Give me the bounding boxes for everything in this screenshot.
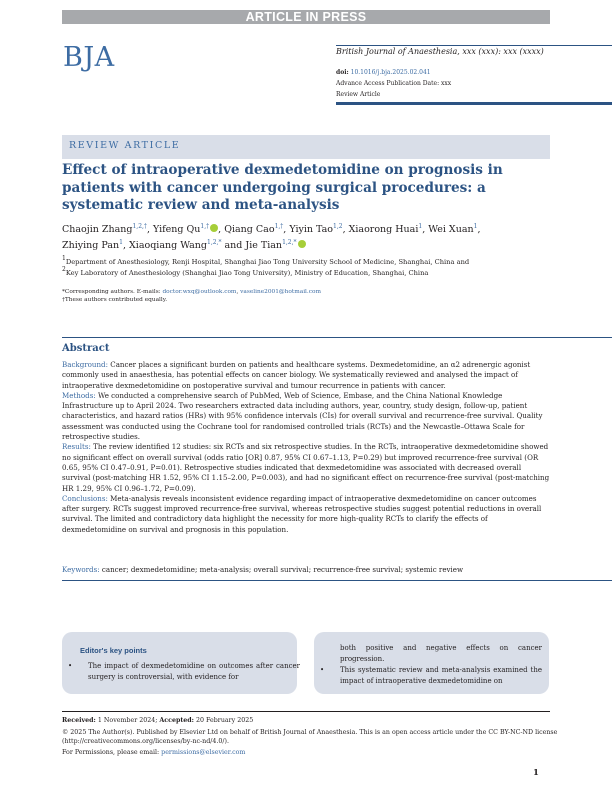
methods-label: Methods: [62, 390, 96, 400]
affiliation-2 [62, 266, 562, 277]
key-point-1 [68, 661, 300, 683]
received-date: 1 November 2024; [97, 717, 158, 724]
accepted-date: 20 February 2025 [196, 717, 254, 724]
abstract-rule-top [62, 337, 612, 338]
affiliation-number: 1 [62, 255, 66, 262]
doi-line [336, 69, 431, 76]
corresponding-authors [62, 289, 321, 295]
doi-link[interactable]: 10.1016/j.bja.2025.02.041 [350, 69, 431, 76]
author-name: Yiyin Tao [289, 224, 334, 235]
author-affiliation-mark: 1 [473, 223, 478, 230]
affiliation-text: Key Laboratory of Anesthesiology (Shanghai Jiao Tong University), Ministry of Education, Shanghai, China [65, 269, 429, 277]
key-point-text: The impact of dexmedetomidine on outcomes after cancer surgery is controversial, with evidence for [88, 662, 300, 681]
author-conjunction: and [224, 240, 243, 251]
author-name: Jie Tian [245, 240, 283, 251]
received-accepted-line [62, 716, 562, 726]
background-label: Background: [62, 360, 108, 369]
advance-access-date: Advance Access Publication Date: xxx [336, 80, 452, 87]
author-affiliation-mark: 1 [418, 223, 423, 230]
author-name: Zhiying Pan [62, 240, 120, 251]
doi-label: doi: [336, 69, 349, 76]
results-text: The review identified 12 studies: six RCTs and six retrospective studies. In the RCTs, intraoperative dexmedetomidine showed no significant effect on overall survival (odds ratio [OR] 0.87, 95% CI 0.67–1.13, P=0.29) but improved recurrence-free survival (OR 0.65, 95% CI 0.47–0.91, P=0.01). Retrospective studies indicated that dexmedetomidine was associated with decreased overall survival (post-matching HR 1.52, 95% CI 1.15–2.00, P=0.003), and had no significant effect on recurrence-free survival (post-matching HR 1.29, 95% CI 0.96–1.72, P=0.09). [62, 442, 550, 493]
author-name: Wei Xuan [428, 224, 474, 235]
author-name: Xiaorong Huai [348, 224, 419, 235]
abstract-results [62, 442, 550, 493]
author-affiliation-mark: 1,2,† [132, 223, 147, 230]
affiliation-text: Department of Anesthesiology, Renji Hospital, Shanghai Jiao Tong University School of Medicine, Shanghai, China and [65, 258, 470, 266]
permissions-label: For Permissions, please email: [62, 749, 160, 756]
copyright-line: © 2025 The Author(s). Published by Elsevier Ltd on behalf of British Journal of Anaesthesia. This is an open access article under the CC BY-NC-ND license [62, 729, 558, 736]
header-rule-top [336, 45, 612, 46]
abstract-methods [62, 391, 550, 442]
keywords-line [62, 565, 550, 574]
article-in-press-banner: ARTICLE IN PRESS [62, 10, 550, 24]
author-affiliation-mark: 1 [119, 239, 123, 246]
background-text: Cancer places a significant burden on patients and healthcare systems. Dexmedetomidine, an α2 adrenergic agonist commonly used in anaesthesia, has potential effects on cancer biology. We systematically reviewed and analysed the impact of intraoperative dexmedetomidine on postoperative survival and tumour recurrence in patients with cancer. [62, 360, 531, 390]
abstract-rule-bottom [62, 580, 612, 581]
article-title: Effect of intraoperative dexmedetomidine on prognosis in patients with cancer undergoing surgical procedures: a systematic review and meta-analysis [62, 162, 503, 213]
methods-text: We conducted a comprehensive search of PubMed, Web of Science, Embase, and the China National Knowledge Infrastructure up to April 2024. Two researchers extracted data including authors, year, country, study design, follow-up, patient characteristics, and hazard ratios (HRs) with 95% confidence intervals (CIs) for overall survival and recurrence-free survival. Quality assessment was conducted using the Cochrane tool for randomised controlled trials (RCTs) and the Newcastle–Ottawa Scale for retrospective studies. [62, 390, 543, 442]
author-list: Chaojin Zhang$^{1,2,\dagger}$, Yifeng $Qu^{1,\dagger}$ , Qiang Cao$^{1,\dagger}$, Yiyin Tao$^{1,2}$, Xiaorong Huai$^1$, Wei Xuan$^1$, Zhiying Pan$^1$, Xiaoqiang Wang$^{1,2,*}$ and Jie Tian$^{1,2,*}$ [62, 223, 481, 251]
corresponding-label: *Corresponding authors. E-mails: [62, 289, 161, 295]
abstract-body [62, 360, 550, 535]
footer-rule [62, 711, 550, 712]
author-name: Qiang Cao [224, 224, 275, 235]
key-point-2 [320, 665, 542, 687]
email-link[interactable]: doctor.wxq@outlook.com [162, 289, 237, 295]
permissions-email-link[interactable]: permissions@elsevier.com [161, 749, 246, 756]
bullet-icon: • [68, 662, 73, 670]
affiliation-1 [62, 255, 562, 266]
article-type: Review Article [336, 91, 381, 98]
header-rule-bottom [336, 102, 612, 105]
key-points-continued [320, 643, 542, 687]
keywords-text: cancer; dexmedetomidine; meta-analysis; overall survival; recurrence-free survival; systemic review [101, 565, 464, 574]
journal-reference: British Journal of Anaesthesia, xxx (xxx): xxx (xxxx) [336, 47, 544, 56]
author-affiliation-mark: 1,† [274, 223, 284, 230]
conclusions-text: Meta-analysis reveals inconsistent evidence regarding impact of intraoperative dexmedetomidine on cancer outcomes after surgery. RCTs suggest improved recurrence-free survival, whereas retrospective studies suggest potential reductions in overall survival. The limited and contradictory data highlight the necessity for more high-quality RCTs to clarify the effects of dexmedetomidine on survival and prognosis in this population. [62, 493, 542, 534]
license-link[interactable]: (http://creativecommons.org/licenses/by-nc-nd/4.0/). [62, 738, 229, 745]
key-point-text: This systematic review and meta-analysis examined the impact of intraoperative dexmedetomidine on [340, 666, 542, 685]
separator: , [236, 289, 239, 295]
key-points-heading: Editor's key points [80, 646, 147, 655]
affiliation-number: 2 [62, 266, 66, 273]
author-affiliation-mark: 1,2 [333, 223, 343, 230]
orcid-icon[interactable] [210, 224, 218, 232]
section-label: REVIEW ARTICLE [69, 140, 181, 151]
received-label: Received: [62, 717, 96, 724]
bullet-icon: • [320, 666, 325, 674]
email-link[interactable]: vaseline2001@hotmail.com [240, 289, 321, 295]
author-name: Chaojin Zhang [62, 224, 133, 235]
equal-contribution-note: †These authors contributed equally. [62, 297, 168, 303]
abstract-heading: Abstract [62, 343, 110, 354]
keywords-label: Keywords: [62, 565, 100, 574]
abstract-conclusions [62, 494, 550, 535]
accepted-label: Accepted: [159, 717, 194, 724]
abstract-background [62, 360, 550, 391]
permissions-line [62, 748, 562, 758]
author-affiliation-mark: 1,2,* [207, 239, 222, 246]
page-number: 1 [533, 768, 539, 778]
orcid-icon[interactable] [298, 240, 306, 248]
author-name: Xiaoqiang Wang [129, 240, 208, 251]
journal-logo: BJA [63, 42, 115, 73]
key-point-1-continued: both positive and negative effects on cancer progression. [340, 644, 542, 663]
author-affiliation-mark: 1,† [200, 223, 210, 230]
author-affiliation-mark: 1,2,* [282, 239, 297, 246]
author-name: Yifeng Qu [152, 224, 201, 235]
results-label: Results: [62, 442, 91, 452]
conclusions-label: Conclusions: [62, 493, 108, 503]
